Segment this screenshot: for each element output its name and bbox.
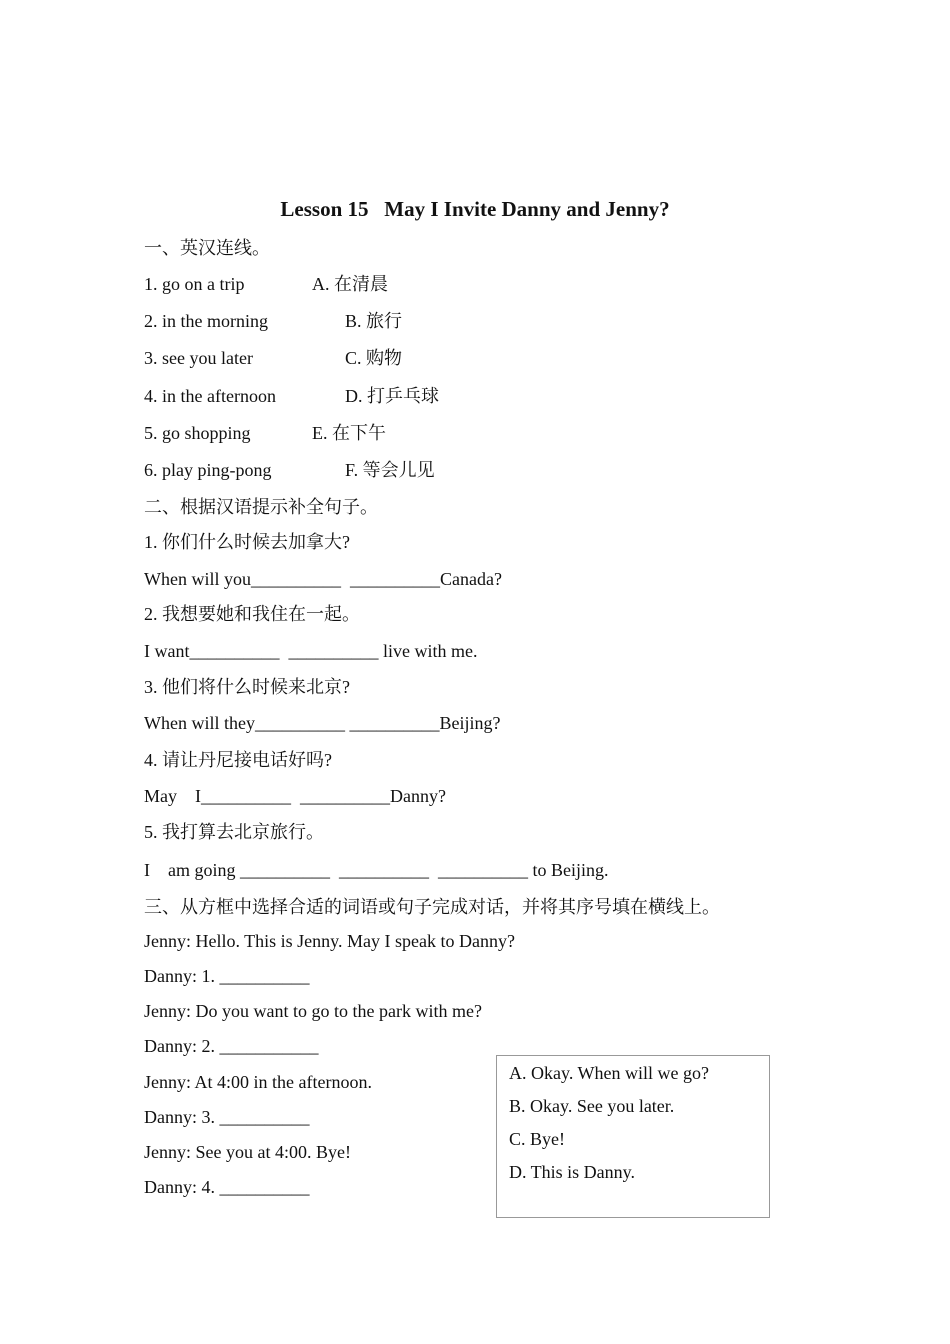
match-left-item-1: 1. go on a trip [144, 274, 245, 294]
match-left-item-6: 6. play ping-pong [144, 460, 272, 480]
section2-heading: 二、根据汉语提示补全句子。 [144, 497, 378, 517]
dialogue-line-8: Danny: 4. __________ [144, 1177, 310, 1197]
match-right-item-a: A. 在清晨 [312, 274, 388, 294]
dialogue-line-3: Jenny: Do you want to go to the park with me? [144, 1001, 482, 1021]
dialogue-line-1: Jenny: Hello. This is Jenny. May I speak to Danny? [144, 931, 515, 951]
lesson-title: Lesson 15 May I Invite Danny and Jenny? [280, 197, 670, 221]
match-left-item-4: 4. in the afternoon [144, 386, 276, 406]
dialogue-line-6: Danny: 3. __________ [144, 1107, 310, 1127]
sentence-cn-3: 3. 他们将什么时候来北京? [144, 677, 350, 697]
sentence-cn-5: 5. 我打算去北京旅行。 [144, 822, 324, 842]
sentence-cn-2: 2. 我想要她和我住在一起。 [144, 604, 360, 624]
match-right-item-c: C. 购物 [345, 348, 403, 368]
sentence-en-5: I am going __________ __________ __________ to Beijing. [144, 860, 609, 880]
option-c: C. Bye! [509, 1129, 565, 1149]
dialogue-line-4: Danny: 2. ___________ [144, 1036, 319, 1056]
option-b: B. Okay. See you later. [509, 1096, 675, 1116]
option-a: A. Okay. When will we go? [509, 1063, 709, 1083]
dialogue-line-5: Jenny: At 4:00 in the afternoon. [144, 1072, 372, 1092]
options-box [496, 1055, 770, 1218]
option-d: D. This is Danny. [509, 1162, 635, 1182]
match-right-item-f: F. 等会儿见 [345, 460, 435, 480]
section3-heading: 三、从方框中选择合适的词语或句子完成对话，并将其序号填在横线上。 [144, 897, 720, 917]
sentence-en-2: I want__________ __________ live with me. [144, 641, 478, 661]
match-left-item-5: 5. go shopping [144, 423, 251, 443]
sentence-cn-4: 4. 请让丹尼接电话好吗? [144, 750, 332, 770]
match-right-item-b: B. 旅行 [345, 311, 403, 331]
match-left-item-2: 2. in the morning [144, 311, 268, 331]
match-left-item-3: 3. see you later [144, 348, 253, 368]
sentence-en-4: May I__________ __________Danny? [144, 786, 446, 806]
sentence-cn-1: 1. 你们什么时候去加拿大? [144, 532, 350, 552]
dialogue-line-2: Danny: 1. __________ [144, 966, 310, 986]
sentence-en-3: When will they__________ __________Beijing? [144, 713, 501, 733]
dialogue-line-7: Jenny: See you at 4:00. Bye! [144, 1142, 351, 1162]
section1-heading: 一、英汉连线。 [144, 238, 270, 258]
match-right-item-d: D. 打乒乓球 [345, 386, 439, 406]
sentence-en-1: When will you__________ __________Canada? [144, 569, 502, 589]
match-right-item-e: E. 在下午 [312, 423, 386, 443]
